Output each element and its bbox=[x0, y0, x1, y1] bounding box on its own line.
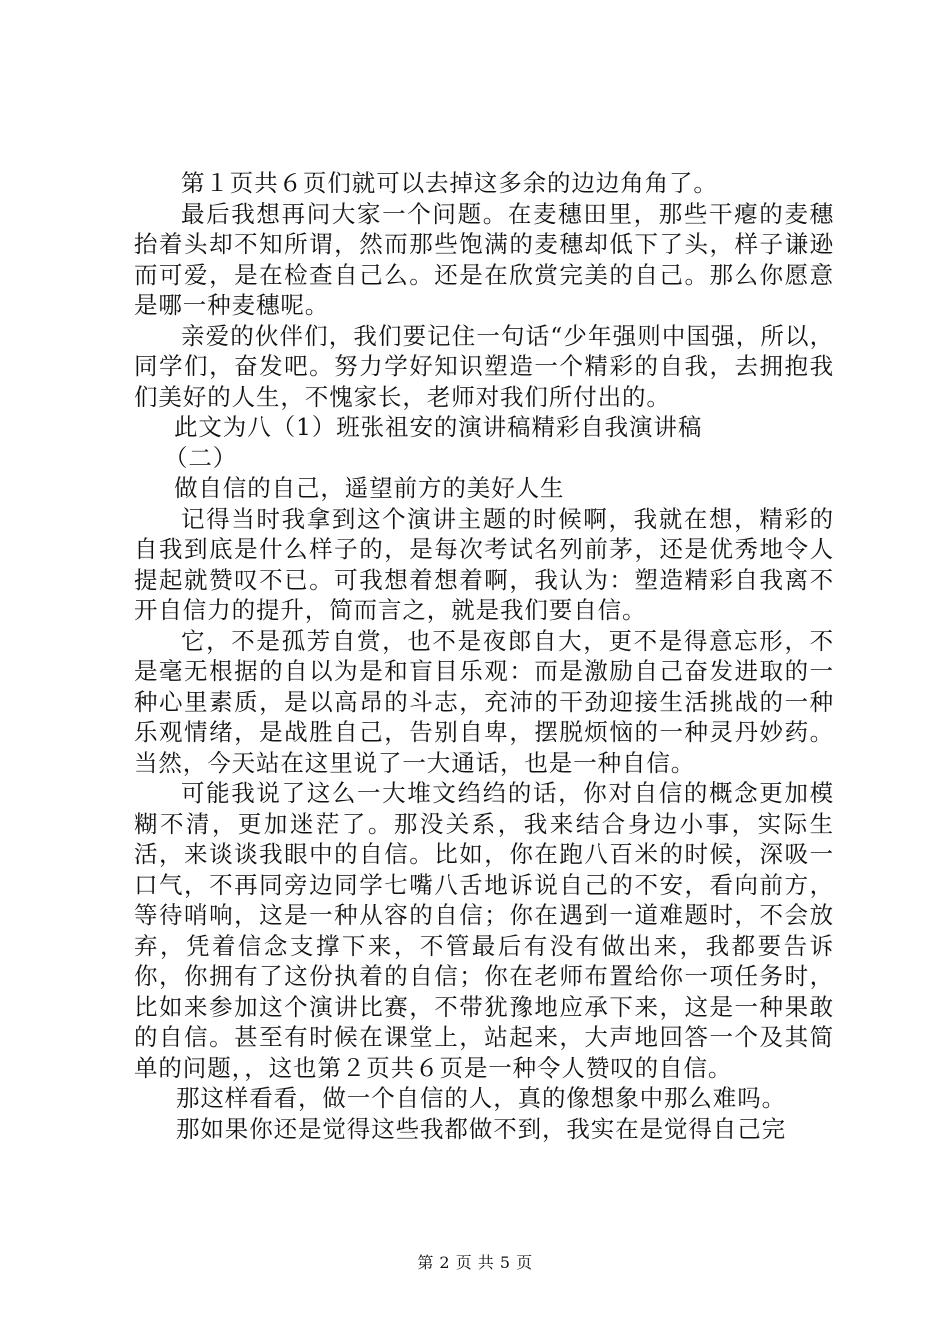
document-body bbox=[134, 168, 834, 1144]
paragraph-3: 亲爱的伙伴们，我们要记住一句话“少年强则中国强，所以，同学们，奋发吧。努力学好知识塑造一个精彩的自我，去拥抱我们美好的人生，不愧家长，老师对我们所付出的。 bbox=[134, 321, 834, 411]
paragraph-4: 记得当时我拿到这个演讲主题的时候啊，我就在想，精彩的自我到底是什么样子的，是每次考试名列前茅，还是优秀地令人提起就赞叹不已。可我想着想着啊，我认为：塑造精彩自我离不开自信力的提升，简而言之，就是我们要自信。 bbox=[134, 504, 834, 624]
paragraph-source-note: 此文为八（1）班张祖安的演讲稿精彩自我演讲稿 bbox=[174, 413, 703, 441]
paragraph-6: 可能我说了这么一大堆文绉绉的话，你对自信的概念更加模糊不清，更加迷茫了。那没关系，我来结合身边小事，实际生活，来谈谈我眼中的自信。比如，你在跑八百米的时候，深吸一口气，不再同旁边同学七嘴八舌地诉说自己的不安，看向前方，等待哨响，这是一种从容的自信；你在遇到一道难题时，不会放弃，凭着信念支撑下来，不管最后有没有做出来，我都要告诉你，你拥有了这份执着的自信；你在老师布置给你一项任务时，比如来参加这个演讲比赛，不带犹豫地应承下来，这是一种果敢的自信。甚至有时候在课堂上，站起来，大声地回答一个及其简单的问题，，这也第２页共６页是一种令人赞叹的自信。 bbox=[134, 779, 834, 1082]
paragraph-7: 那这样看看，做一个自信的人，真的像想象中那么难吗。 bbox=[176, 1084, 786, 1112]
paragraph-section-number: （二） bbox=[164, 443, 238, 472]
paragraph-2: 最后我想再问大家一个问题。在麦穗田里，那些干瘪的麦穗抬着头却不知所谓，然而那些饱满的麦穗却低下了头，样子谦逊而可爱，是在检查自己么。还是在欣赏完美的自己。那么你愿意是哪一种麦穗呢。 bbox=[134, 199, 834, 319]
paragraph-section-title: 做自信的自己，遥望前方的美好人生 bbox=[174, 474, 565, 502]
paragraph-8: 那如果你还是觉得这些我都做不到，我实在是觉得自己完 bbox=[176, 1114, 786, 1143]
paragraph-1: 第１页共６页们就可以去掉这多余的边边角角了。 bbox=[181, 169, 718, 197]
page-footer: 第 2 页 共 5 页 bbox=[417, 1253, 533, 1272]
paragraph-5: 它，不是孤芳自赏，也不是夜郎自大，更不是得意忘形，不是毫无根据的自以为是和盲目乐观：而是激励自己奋发进取的一种心里素质，是以高昂的斗志，充沛的干劲迎接生活挑战的一种乐观情绪，是战胜自己，告别自卑，摆脱烦恼的一种灵丹妙药。当然，今天站在这里说了一大通话，也是一种自信。 bbox=[134, 626, 834, 777]
